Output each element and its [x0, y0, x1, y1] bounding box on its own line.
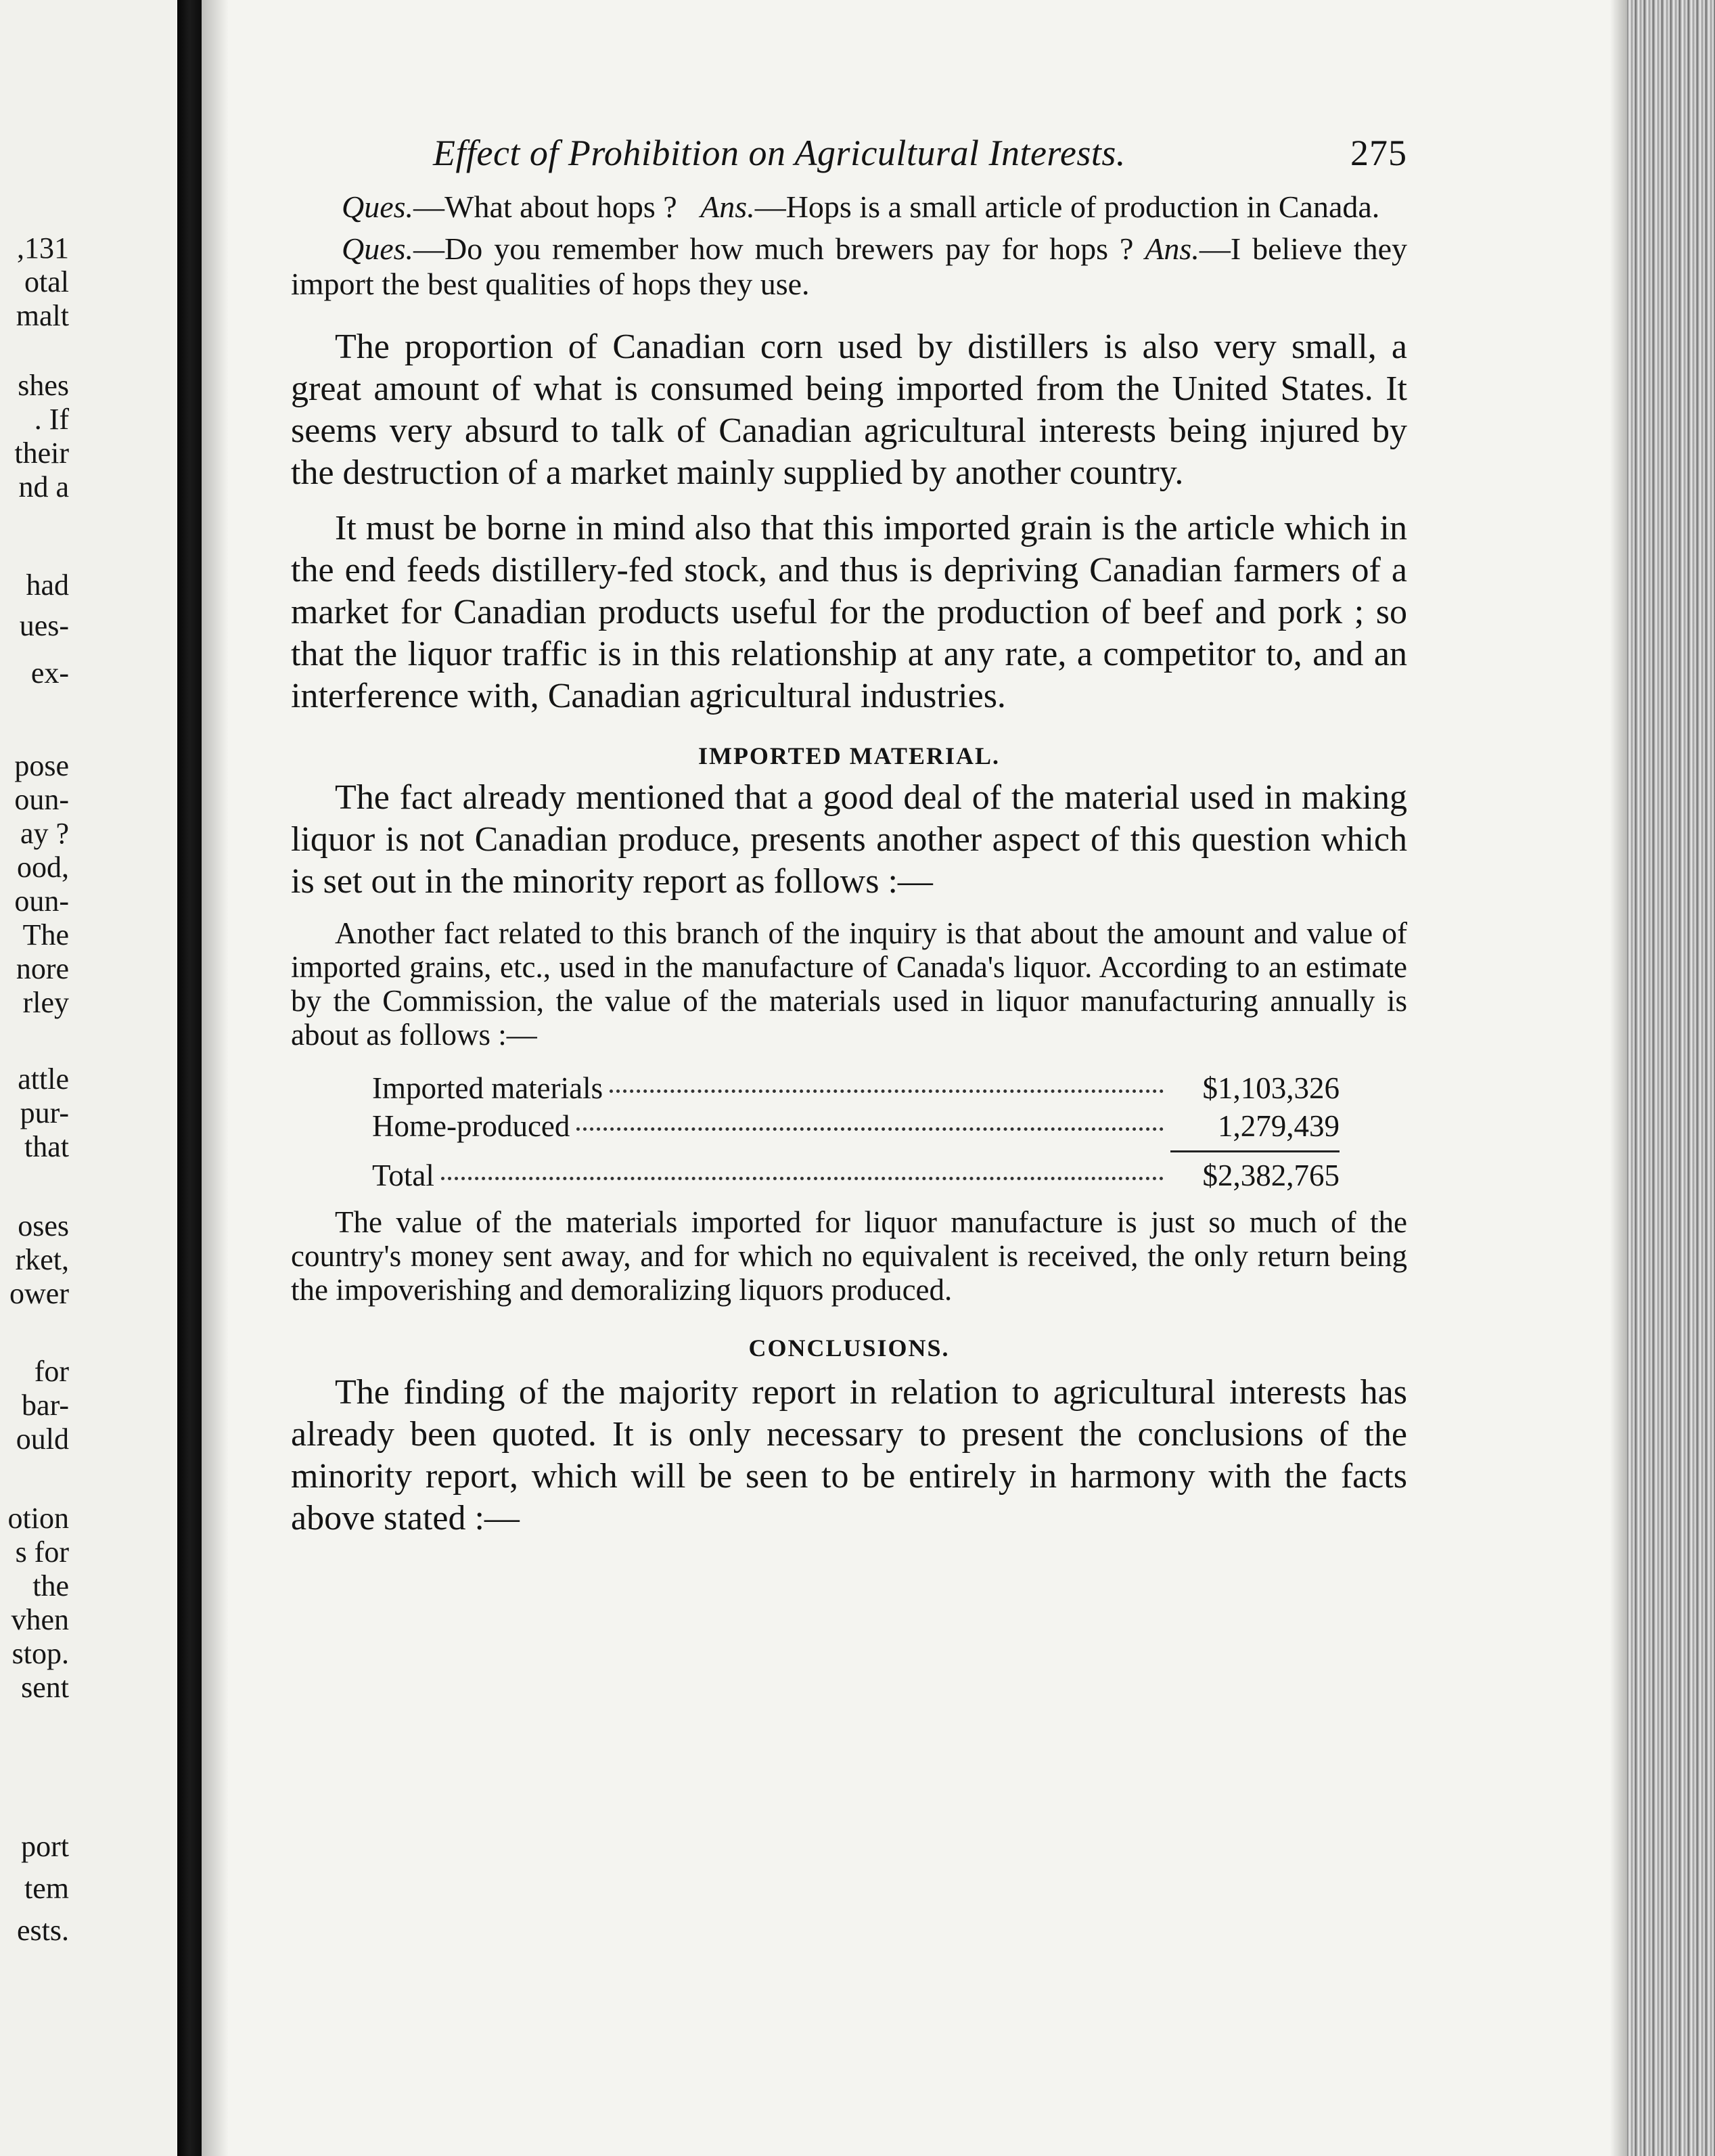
- running-head: [291, 122, 1407, 183]
- left-line: ex-: [30, 656, 69, 690]
- question-text: —Do you remember how much brewers pay for hops ?: [413, 231, 1134, 266]
- leader-dots: [576, 1127, 1164, 1131]
- total-value: $2,382,765: [1202, 1159, 1340, 1192]
- left-line: the: [32, 1569, 69, 1602]
- left-line: nd a: [18, 470, 69, 503]
- left-line: oses: [18, 1209, 69, 1242]
- book-gutter: [177, 0, 202, 2156]
- heading-conclusions: CONCLUSIONS.: [748, 1334, 950, 1362]
- answer-label: Ans.: [1145, 231, 1199, 266]
- question-text: —What about hops ?: [413, 189, 677, 224]
- left-line: rket,: [15, 1243, 69, 1276]
- question-label: Ques.: [342, 231, 414, 266]
- left-line: malt: [16, 299, 69, 332]
- left-line: rley: [22, 986, 69, 1019]
- paragraph-canadian-corn: The proportion of Canadian corn used by distillers is also very small, a great amount of what is consumed being imported from the United States. It seems very absurd to talk of Canadian agricultural interests being injured by the destruction of a market mainly supplied by another country.: [291, 328, 1407, 492]
- row-value: 1,279,439: [1218, 1109, 1340, 1143]
- table-row: [372, 1071, 1340, 1108]
- qa-brewers: [291, 231, 1407, 302]
- left-line: The: [22, 918, 69, 951]
- left-line: pur-: [20, 1096, 69, 1129]
- left-line: oun-: [14, 884, 69, 918]
- quote-minority-report: Another fact related to this branch of the inquiry is that about the amount and value of imported grains, etc., used in the manufacture of Canada's liquor. According to an estimate by the Commission, the value of the materials used in liquor manufacturing annually is about as follows :—: [291, 916, 1407, 1052]
- left-line: nore: [16, 952, 69, 985]
- qa-hops: [291, 189, 1407, 225]
- left-line: had: [26, 568, 69, 602]
- left-line: ay ?: [20, 817, 69, 850]
- row-value: $1,103,326: [1202, 1071, 1340, 1105]
- left-line: s for: [15, 1535, 69, 1569]
- table-row: [372, 1108, 1340, 1146]
- question-label: Ques.: [342, 189, 414, 224]
- total-label: Total: [372, 1159, 434, 1192]
- heading-imported-material: IMPORTED MATERIAL.: [698, 742, 1001, 769]
- left-line: oun-: [14, 783, 69, 816]
- left-line: ower: [9, 1277, 69, 1310]
- left-page-fragment: [0, 0, 176, 2156]
- left-line: . If: [34, 403, 69, 436]
- left-line: ues-: [19, 609, 69, 642]
- left-line: otal: [24, 265, 69, 298]
- left-line: port: [21, 1830, 69, 1863]
- left-line: ood,: [17, 851, 69, 884]
- answer-text: —Hops is a small article of production in Canada.: [754, 189, 1380, 224]
- leader-dots: [610, 1090, 1164, 1093]
- left-line: ests.: [17, 1914, 69, 1947]
- table-total-row: [372, 1158, 1340, 1196]
- left-line: for: [34, 1355, 69, 1388]
- page-number: 275: [1350, 133, 1407, 173]
- left-line: tem: [24, 1872, 69, 1905]
- materials-table: [372, 1071, 1340, 1196]
- left-line: bar-: [22, 1389, 69, 1422]
- paragraph-conclusions: The finding of the majority report in relation to agricultural interests has already been quoted. It is only necessary to present the conclusions of the minority report, which will be seen to be entirely in harmony with the facts above stated :—: [291, 1373, 1407, 1537]
- left-line: pose: [14, 749, 69, 782]
- page-content: [291, 122, 1407, 1540]
- page-stack-edge: [1627, 0, 1715, 2156]
- left-line: ould: [16, 1422, 69, 1456]
- row-label: Home-produced: [372, 1109, 570, 1143]
- left-line: that: [24, 1130, 69, 1163]
- gutter-shadow: [202, 0, 229, 2156]
- running-title: Effect of Prohibition on Agricultural Interests.: [433, 133, 1126, 173]
- left-line: otion: [7, 1502, 69, 1535]
- total-rule: [1170, 1150, 1340, 1152]
- paragraph-materials-value: The value of the materials imported for liquor manufacture is just so much of the country's money sent away, and for which no equivalent is received, the only return being the impoverishing and demoralizing liquors produced.: [291, 1205, 1407, 1307]
- left-line: sent: [21, 1671, 69, 1704]
- paragraph-imported-material: The fact already mentioned that a good deal of the material used in making liquor is not Canadian produce, presents another aspect of this question which is set out in the minority report as follows :—: [291, 778, 1407, 901]
- row-label: Imported materials: [372, 1071, 603, 1105]
- answer-label: Ans.: [700, 189, 755, 224]
- left-line: their: [14, 436, 69, 470]
- left-line: ,131: [17, 231, 69, 265]
- left-line: attle: [18, 1062, 69, 1096]
- left-line: stop.: [12, 1637, 69, 1670]
- left-line: shes: [18, 369, 69, 402]
- leader-dots: [441, 1177, 1164, 1180]
- answer-text: —I believe they import the best qualities of hops they use.: [291, 231, 1407, 301]
- paragraph-imported-grain: It must be borne in mind also that this imported grain is the article which in the end feeds distillery-fed stock, and thus is depriving Canadian farmers of a market for Canadian products useful for the production of beef and pork ; so that the liquor traffic is in this relationship at any rate, a competitor to, and an interference with, Canadian agricultural industries.: [291, 509, 1407, 715]
- left-line: vhen: [11, 1603, 69, 1636]
